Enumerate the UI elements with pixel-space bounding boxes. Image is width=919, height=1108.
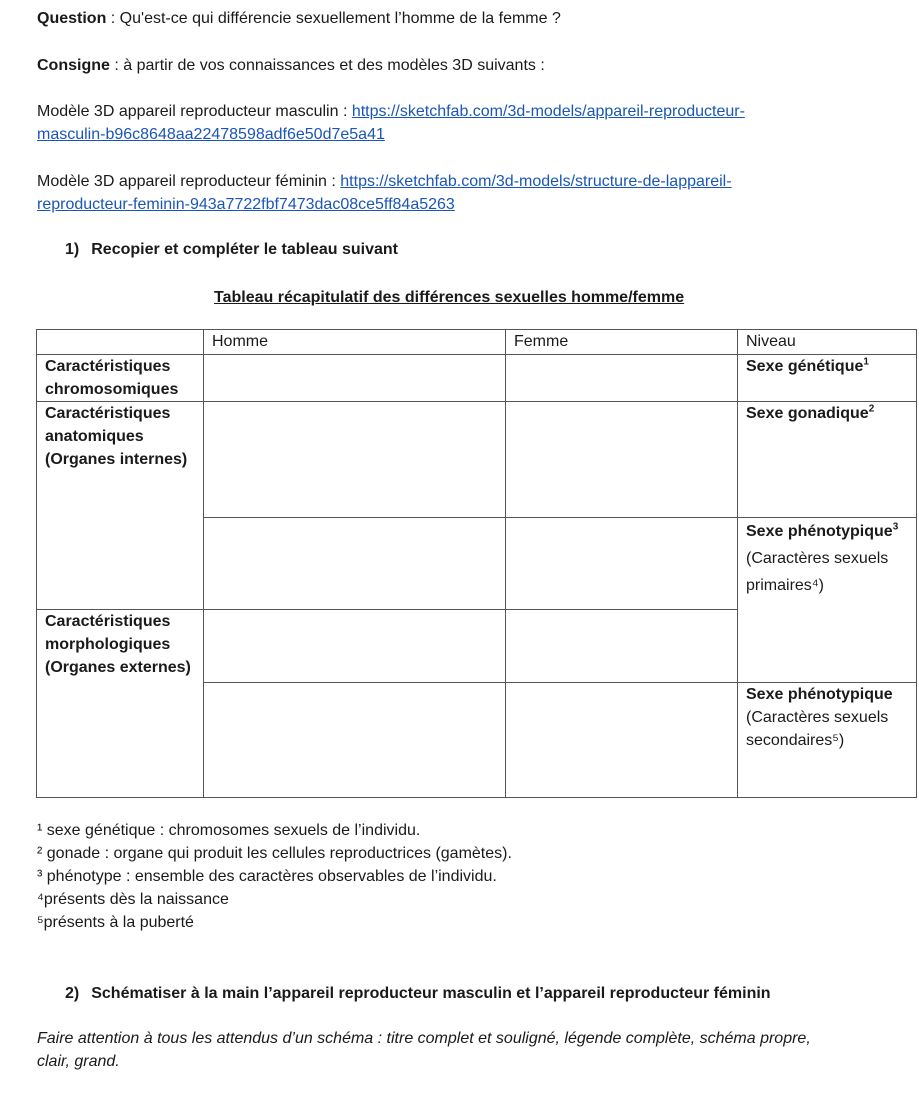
cell-anat-homme[interactable] bbox=[204, 402, 506, 518]
cell-pheno-prim-homme-1[interactable] bbox=[204, 518, 506, 610]
model-male-link-cont[interactable]: masculin-b96c8648aa22478598adf6e50d7e5a41 bbox=[37, 126, 385, 143]
model-female-prefix: Modèle 3D appareil reproducteur féminin : bbox=[37, 173, 341, 190]
instructions-line2: clair, grand. bbox=[37, 1053, 120, 1070]
level-gonadique: Sexe gonadique$^2$ bbox=[738, 402, 917, 518]
footnote-1: ¹ sexe génétique : chromosomes sexuels de l’individu. bbox=[37, 822, 421, 839]
step1-number: 1) bbox=[65, 241, 80, 258]
question-text: : Qu'est-ce qui différencie sexuellement l’homme de la femme ? bbox=[106, 10, 561, 27]
model-female-link[interactable]: https://sketchfab.com/3d-models/structure-de-lappareil- bbox=[340, 173, 732, 190]
row-morpho-label: Caractéristiques morphologiques (Organes externes) bbox=[37, 610, 204, 798]
question-label: Question bbox=[37, 10, 107, 27]
table-caption: Tableau récapitulatif des différences sexuelles homme/femme bbox=[214, 289, 685, 306]
footnote-5: ⁵présents à la puberté bbox=[37, 914, 194, 931]
model-female-line1 bbox=[37, 171, 732, 193]
cell-pheno-prim-femme-1[interactable] bbox=[506, 518, 738, 610]
footnote-2: ² gonade : organe qui produit les cellules reproductrices (gamètes). bbox=[37, 845, 512, 862]
header-homme: Homme bbox=[204, 330, 506, 355]
level-pheno-prim: Sexe phénotypique$^3$ (Caractères sexuels primaires⁴) bbox=[738, 518, 917, 683]
cell-pheno-prim-homme-2[interactable] bbox=[204, 610, 506, 683]
cell-pheno-prim-femme-2[interactable] bbox=[506, 610, 738, 683]
step2-heading bbox=[65, 983, 771, 1005]
model-male-prefix: Modèle 3D appareil reproducteur masculin : bbox=[37, 103, 352, 120]
model-male-line2 bbox=[37, 124, 385, 146]
cell-chromo-femme[interactable] bbox=[506, 355, 738, 402]
consigne-label: Consigne bbox=[37, 57, 110, 74]
row-chromo-label: Caractéristiques chromosomiques bbox=[37, 355, 204, 402]
consigne bbox=[37, 55, 545, 77]
cell-pheno-sec-homme[interactable] bbox=[204, 683, 506, 798]
model-male-link[interactable]: https://sketchfab.com/3d-models/appareil-reproducteur- bbox=[351, 103, 745, 120]
level-pheno-sec: Sexe phénotypique (Caractères sexuels secondaires⁵) bbox=[738, 683, 917, 798]
header-niveau: Niveau bbox=[738, 330, 917, 355]
step2-text: Schématiser à la main l’appareil reproducteur masculin et l’appareil reproducteur féminin bbox=[91, 985, 771, 1002]
question bbox=[37, 8, 561, 30]
cell-anat-femme[interactable] bbox=[506, 402, 738, 518]
footnote-3: ³ phénotype : ensemble des caractères observables de l’individu. bbox=[37, 868, 497, 885]
model-female-link-cont[interactable]: reproducteur-feminin-943a7722fbf7473dac08ce5ff84a5263 bbox=[37, 196, 455, 213]
model-male-line1 bbox=[37, 101, 745, 123]
recap-table bbox=[36, 329, 917, 798]
table-corner-cell bbox=[37, 330, 204, 355]
step1-text: Recopier et compléter le tableau suivant bbox=[91, 241, 398, 258]
instructions-line1: Faire attention à tous les attendus d’un schéma : titre complet et souligné, légende complète, schéma propre, bbox=[37, 1030, 811, 1047]
model-female-line2 bbox=[37, 194, 455, 216]
row-anat-label: Caractéristiques anatomiques (Organes internes) bbox=[37, 402, 204, 610]
footnote-4: ⁴présents dès la naissance bbox=[37, 891, 229, 908]
step2-number: 2) bbox=[65, 985, 80, 1002]
consigne-text: : à partir de vos connaissances et des modèles 3D suivants : bbox=[109, 57, 545, 74]
level-genetique: Sexe génétique$^1$ bbox=[738, 355, 917, 402]
header-femme: Femme bbox=[506, 330, 738, 355]
cell-chromo-homme[interactable] bbox=[204, 355, 506, 402]
step1-heading bbox=[65, 239, 398, 261]
cell-pheno-sec-femme[interactable] bbox=[506, 683, 738, 798]
